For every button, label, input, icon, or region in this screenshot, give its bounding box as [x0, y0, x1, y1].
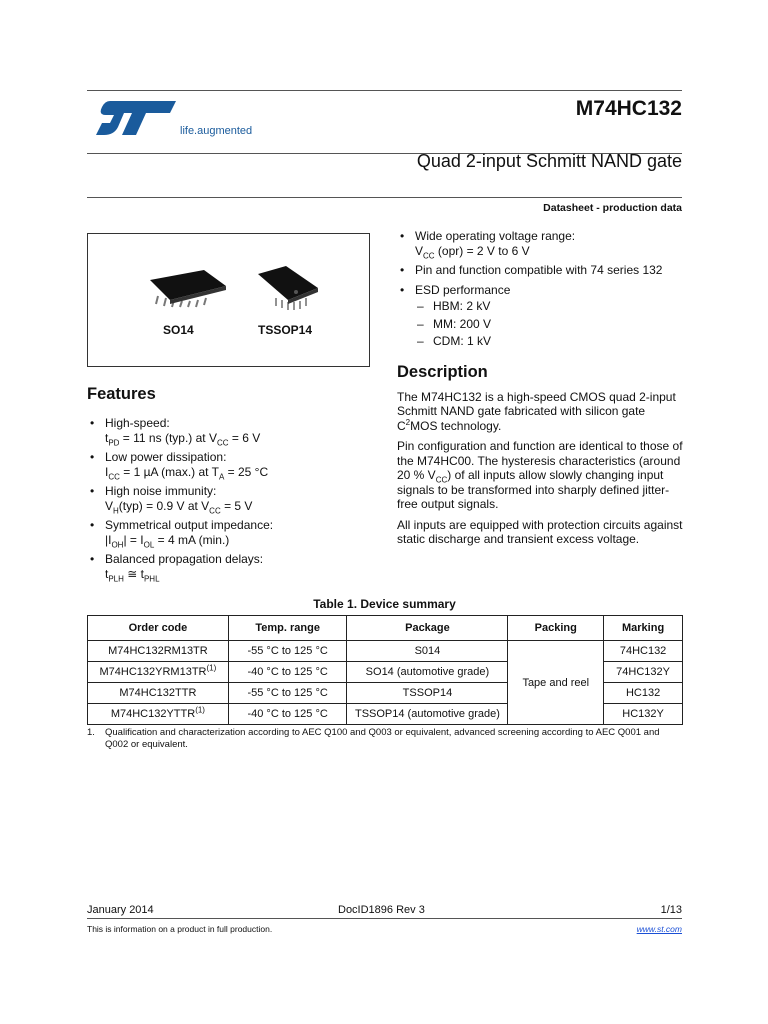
col-header-marking: Marking: [604, 616, 683, 641]
esd-subitem: – CDM: 1 kV: [397, 334, 683, 349]
feature-item: [87, 416, 372, 445]
compat-item: • Pin and function compatible with 74 series 132: [397, 263, 683, 278]
logo-tagline: life.augmented: [180, 125, 253, 137]
package-box: [87, 233, 370, 367]
description-paragraph-1: The M74HC132 is a high-speed CMOS quad 2-input Schmitt NAND gate fabricated with silicon gate $C^2MOS$ technology.: [397, 389, 676, 433]
feature-label: High noise immunity:: [105, 484, 217, 498]
description-paragraph-3: All inputs are equipped with protection circuits against static discharge and transient excess voltage.: [397, 517, 683, 546]
voltage-detail: $V_{CC}$ (opr) = 2 V to 6 V: [415, 243, 530, 260]
cell-order-code: M74HC132YRM13TR$^{(1)}$: [88, 662, 229, 683]
cell-temp-range: -55 °C to 125 °C: [228, 683, 347, 704]
table-header-row: [88, 616, 683, 641]
features-heading: Features: [87, 385, 156, 403]
feature-detail: $|I_{OH}| = I_{OL} = 4$ mA (min.): [105, 532, 230, 549]
cell-order-code: M74HC132YTTR$^{(1)}$: [88, 704, 229, 725]
cell-temp-range: -55 °C to 125 °C: [228, 641, 347, 662]
cell-temp-range: -40 °C to 125 °C: [228, 662, 347, 683]
esd-sublist: [397, 299, 683, 349]
esd-subitem: – MM: 200 V: [397, 317, 683, 332]
col-header-temp-range: Temp. range: [228, 616, 347, 641]
cell-order-code: M74HC132TTR: [88, 683, 229, 704]
description-heading: Description: [397, 362, 488, 381]
feature-detail: $I_{CC} = 1$ µA (max.) at $T_A = 25$ °C: [105, 464, 269, 481]
page-subtitle: Quad 2-input Schmitt NAND gate: [416, 151, 682, 171]
footer-url-link[interactable]: www.st.com: [636, 924, 682, 934]
col-header-package: Package: [347, 616, 508, 641]
feature-detail: $t_{PLH}$ ≅ $t_{PHL}$: [105, 566, 160, 583]
cell-temp-range: -40 °C to 125 °C: [228, 704, 347, 725]
cell-package: TSSOP14: [347, 683, 508, 704]
footer-date: January 2014: [87, 904, 154, 916]
st-logo-mark: [96, 101, 176, 135]
footer-production-note: This is information on a product in full production.: [87, 924, 273, 934]
feature-item: [87, 484, 372, 513]
subtitle-rule: [87, 197, 682, 198]
table-caption: Table 1. Device summary: [313, 597, 456, 611]
cell-marking: HC132Y: [604, 704, 683, 725]
tssop14-chip-image: [256, 264, 321, 312]
cell-marking: 74HC132: [604, 641, 683, 662]
package-label-so14: SO14: [163, 323, 194, 337]
col-header-packing: Packing: [508, 616, 604, 641]
footnote-number: 1.: [87, 727, 95, 738]
features-list: [87, 416, 372, 581]
features-section: [87, 385, 372, 586]
part-number: M74HC132: [575, 97, 682, 120]
right-features-list: [397, 229, 683, 297]
feature-label: Symmetrical output impedance:: [105, 518, 274, 532]
footer-docid: DocID1896 Rev 3: [338, 904, 425, 916]
footnote-text: Qualification and characterization according to AEC Q100 and Q003 or equivalent, advanced screening according to AEC Q001 and Q002 or equivalent.: [105, 727, 660, 750]
col-header-order-code: Order code: [88, 616, 229, 641]
cell-package: S014: [347, 641, 508, 662]
so14-chip-image: [148, 268, 228, 308]
feature-item: [87, 450, 372, 479]
device-summary-table: [87, 615, 683, 725]
package-label-tssop14: TSSOP14: [258, 323, 313, 337]
feature-label: Low power dissipation:: [105, 450, 227, 464]
feature-item: [87, 552, 372, 581]
table-footnote: [87, 727, 682, 751]
cell-packing: Tape and reel: [508, 641, 604, 725]
feature-detail: $V_H(typ) = 0.9$ V at $V_{CC} = 5$ V: [105, 498, 253, 515]
esd-subitem: – HBM: 2 kV: [397, 299, 683, 314]
feature-item: [87, 518, 372, 547]
feature-label: Balanced propagation delays:: [105, 552, 264, 566]
cell-marking: HC132: [604, 683, 683, 704]
feature-detail: $t_{PD} = 11$ ns (typ.) at $V_{CC} = 6$ V: [105, 430, 261, 447]
cell-order-code: M74HC132RM13TR: [88, 641, 229, 662]
esd-label: ESD performance: [415, 282, 511, 297]
right-column: [397, 229, 683, 553]
table-row: [88, 641, 683, 662]
esd-item: [397, 283, 683, 298]
datasheet-tag: Datasheet - production data: [543, 202, 682, 214]
top-rule: [87, 90, 682, 91]
voltage-label: Wide operating voltage range:: [415, 229, 576, 243]
cell-package: TSSOP14 (automotive grade): [347, 704, 508, 725]
voltage-range-item: [397, 229, 683, 258]
cell-marking: 74HC132Y: [604, 662, 683, 683]
footer-page-number: 1/13: [660, 904, 682, 916]
footer-rule: [87, 918, 682, 919]
description-paragraph-2: Pin configuration and function are identical to those of the M74HC00. The hysteresis characteristics (around 20 % $V_{CC}$) of all inputs allow slowly changing input signals to be transformed into sharply defined jitter-free output signals.: [397, 439, 683, 511]
cell-package: SO14 (automotive grade): [347, 662, 508, 683]
feature-label: High-speed:: [105, 416, 170, 430]
